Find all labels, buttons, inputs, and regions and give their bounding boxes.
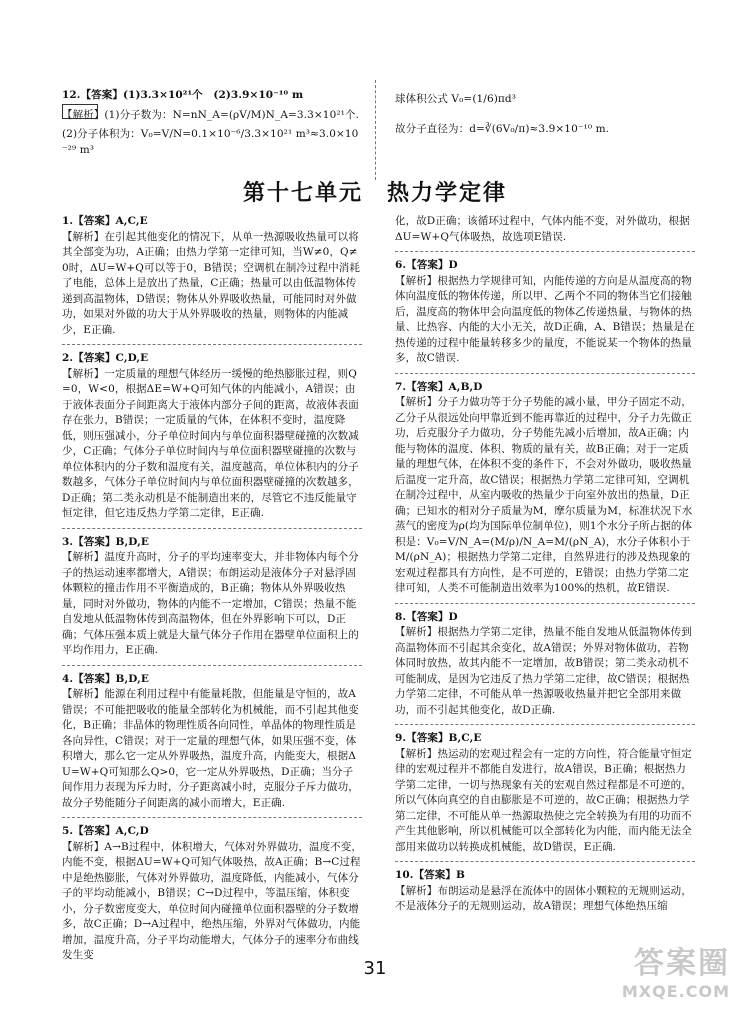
item-6-explanation: 【解析】根据热力学规律可知，内能传递的方向是从温度高的物体向温度低的物体传递，所以甲、乙两个不同的物体当它们接触后，温度高的物体甲会向温度低的物体乙传递热量，与物体的热量、比热容、内能的大小无关，故D正确，A、B错误；热量是在热传递的过程中能量转移多少的量度，不能说某一个物体的热量多，故C错误. [395,274,695,364]
item-5-cont [395,214,695,245]
item-5 [62,824,362,964]
page-number: 31 [363,958,387,979]
divider [395,251,695,252]
unit-title: 第十七单元 热力学定律 [242,181,507,206]
divider [395,373,695,374]
watermark-line-1: 答案圈 [634,946,730,981]
divider [62,665,362,666]
divider [395,861,695,862]
item-2-answer: 2.【答案】C,D,E [62,352,149,364]
divider [62,817,362,818]
q12-explanation-2: (2)分子体积为：V₀=V/N=0.1×10⁻⁶/3.3×10²¹ m³≈3.0×10⁻²⁹ m³ [62,128,359,156]
item-9 [395,731,695,855]
item-9-explanation: 【解析】热运动的宏观过程会有一定的方向性，符合能量守恒定律的宏观过程并不都能自发进行，故A错误，B正确；根据热力学第二定律，一切与热现象有关的宏观自然过程都是不可逆的，所以气体向真空的自由膨胀是不可逆的，故C正确；根据热力学第二定律，不可能从单一热源取热使之完全转换为有用的功而不产生其他影响，所以机械能可以全部转化为内能，而内能无法全部用来做功以转换成机械能，故D错误，E正确. [395,747,692,853]
q12-right-block [395,92,695,137]
divider [395,603,695,604]
q12-explanation-1: 【解析】(1)分子数为：N=nN_A=(ρV/M)N_A=3.3×10²¹个. [62,108,360,121]
item-7-answer: 7.【答案】A,B,D [395,380,483,393]
watermark-logo [622,938,730,1001]
item-4-explanation: 【解析】能源在利用过程中有能量耗散，但能量是守恒的，故A错误；不可能把吸收的能量全部转化为机械能，而不引起其他变化，B正确；非晶体的物理性质各向同性，单晶体的物理性质是各向异性，C错误；对于一定量的理想气体，如果压强不变，体积增大，那么它一定从外界吸热，温度升高，内能变大，根据ΔU=W+Q可知那么Q>0，它一定从外界吸热，D正确；当分子间作用力表现为斥力时，分子距离减小时，克服分子斥力做功，故分子势能随分子间距离的减小而增大，E正确. [62,688,359,809]
item-5-explanation: 【解析】A→B过程中，体积增大，气体对外界做功，温度不变，内能不变，根据ΔU=W+Q可知气体吸热，故A正确；B→C过程中是绝热膨胀，气体对外界做功，温度降低，内能减小，气体分子的平均动能减小，B错误；C→D过程中，等温压缩，体积变小，分子数密度变大，单位时间内碰撞单位面积器壁的分子数增多，故C正确；D→A过程中，绝热压缩，外界对气体做功，内能增加，温度升高，分子平均动能增大，气体分子的速率分布曲线发生变 [62,840,362,961]
item-4-answer: 4.【答案】B,D,E [62,672,149,685]
item-1 [62,214,362,338]
item-2-explanation: 【解析】一定质量的理想气体经历一缓慢的绝热膨胀过程，则Q=0，W<0，根据ΔE=W+Q可知气体的内能减小，A错误；由于液体表面分子间距离大于液体内部分子间的距离，故液体表面存在张力，B错误；一定质量的气体，在体积不变时，温度降低，则压强减小，分子单位时间内与单位面积器壁碰撞的次数减少，C正确；气体分子单位时间内与单位面积器壁碰撞的次数与单位体积内的分子数和温度有关，温度越高，单位体积内的分子数越多，气体分子单位时间内与单位面积器壁碰撞的次数越多，D正确；第二类永动机是不能制造出来的，尽管它不违反能量守恒定律，但它违反热力学第二定律，E正确. [62,367,359,519]
item-10-answer: 10.【答案】B [395,869,465,881]
item-4 [62,672,362,812]
item-8 [395,610,695,719]
q12-diameter: 故分子直径为：d=∛(6V₀/π)≈3.9×10⁻¹⁰ m. [395,122,610,135]
item-7-explanation: 【解析】分子力做功等于分子势能的减小量，甲分子固定不动，乙分子从很远处向甲靠近到不能再靠近的过程中，分子力先做正功，后克服分子力做功，分子势能先减小后增加，故A正确；内能与物体的温度、体积、物质的量有关，故B正确；对于一定质量的理想气体，在体积不变的条件下，不会对外做功，吸收热量后温度一定升高，故C错误；根据热力学第二定律可知，空调机在制冷过程中，从室内吸收的热量少于向室外放出的热量，D正确；已知水的相对分子质量为M，摩尔质量为M，标准状况下水蒸气的密度为ρ(均为国际单位制单位)，则1个水分子所占据的体积是：V₀=V/N_A=(M/ρ)/N_A=M/(ρN_A)，水分子体积小于M/(ρN_A)；根据热力学第二定律，自然界进行的涉及热现象的宏观过程都具有方向性，是不可逆的，E错误；由热力学第二定律可知，人类不可能制造出效率为100%的热机，故E错误. [395,396,693,594]
item-9-answer: 9.【答案】B,C,E [395,732,482,744]
item-8-explanation: 【解析】根据热力学第二定律，热量不能自发地从低温物体传到高温物体而不引起其余变化，故A错误；外界对物体做功，若物体同时放热，故其内能不一定增加，故B错误；第二类永动机不可能制成，是因为它违反了热力学第二定律，故C错误；根据热力学第二定律，不可能从单一热源吸收热量并把它全部用来做功，而不引起其他变化，故D正确. [395,626,692,716]
left-column [62,214,362,964]
item-10-explanation: 【解析】布朗运动是悬浮在流体中的固体小颗粒的无规则运动，不是液体分子的无规则运动，故A错误；理想气体绝热压缩 [395,884,692,912]
item-1-explanation: 【解析】在引起其他变化的情况下，从单一热源吸收热量可以将其全部变为功，A正确；由热力学第一定律可知，当W≠0，Q≠0时，ΔU=W+Q可以等于0，B错误；空调机在制冷过程中消耗了电能，总体上是放出了热量，C正确；热量可以由低温物体传递到高温物体，D错误；物体从外界吸收热量，可能同时对外做功，如果对外做的功大于从外界吸收的热量，则物体的内能减少，E正确. [62,230,361,336]
right-column [395,214,695,915]
item-6-answer: 6.【答案】D [395,259,458,271]
item-10 [395,868,695,915]
item-3-explanation: 【解析】温度升高时，分子的平均速率变大，并非物体内每个分子的热运动速率都增大，A错误；布朗运动是液体分子对悬浮固体颗粒的撞击作用不平衡造成的，B正确；物体从外界吸收热量，同时对外做功，物体的内能不一定增加，C错误；热量不能自发地从低温物体传到高温物体，但在外界影响下可以，D正确；气体压强本质上就是大量气体分子作用在器壁单位面积上的平均作用力，E正确. [62,551,359,656]
item-3-answer: 3.【答案】B,D,E [62,535,149,548]
item-3 [62,535,362,659]
divider [395,724,695,725]
item-7 [395,380,695,597]
item-8-answer: 8.【答案】D [395,610,458,623]
item-1-answer: 1.【答案】A,C,E [62,215,148,227]
divider [62,528,362,529]
column-divider-top [375,80,376,180]
q12-sphere-formula: 球体积公式 V₀=(1/6)πd³ [395,93,517,105]
watermark-line-2: MXQE.COM [621,982,730,1001]
divider [62,344,362,345]
tag-box [62,104,98,119]
item-5-answer: 5.【答案】A,C,D [62,825,149,837]
q12-block [62,88,362,158]
item-2 [62,351,362,522]
item-6 [395,258,695,367]
q12-answer: 12.【答案】(1)3.3×10²¹个 (2)3.9×10⁻¹⁰ m [62,89,304,101]
item-5-explanation-cont: 化，故D正确；该循环过程中，气体内能不变，对外做功，根据ΔU=W+Q气体吸热，故选项E错误. [395,215,690,243]
